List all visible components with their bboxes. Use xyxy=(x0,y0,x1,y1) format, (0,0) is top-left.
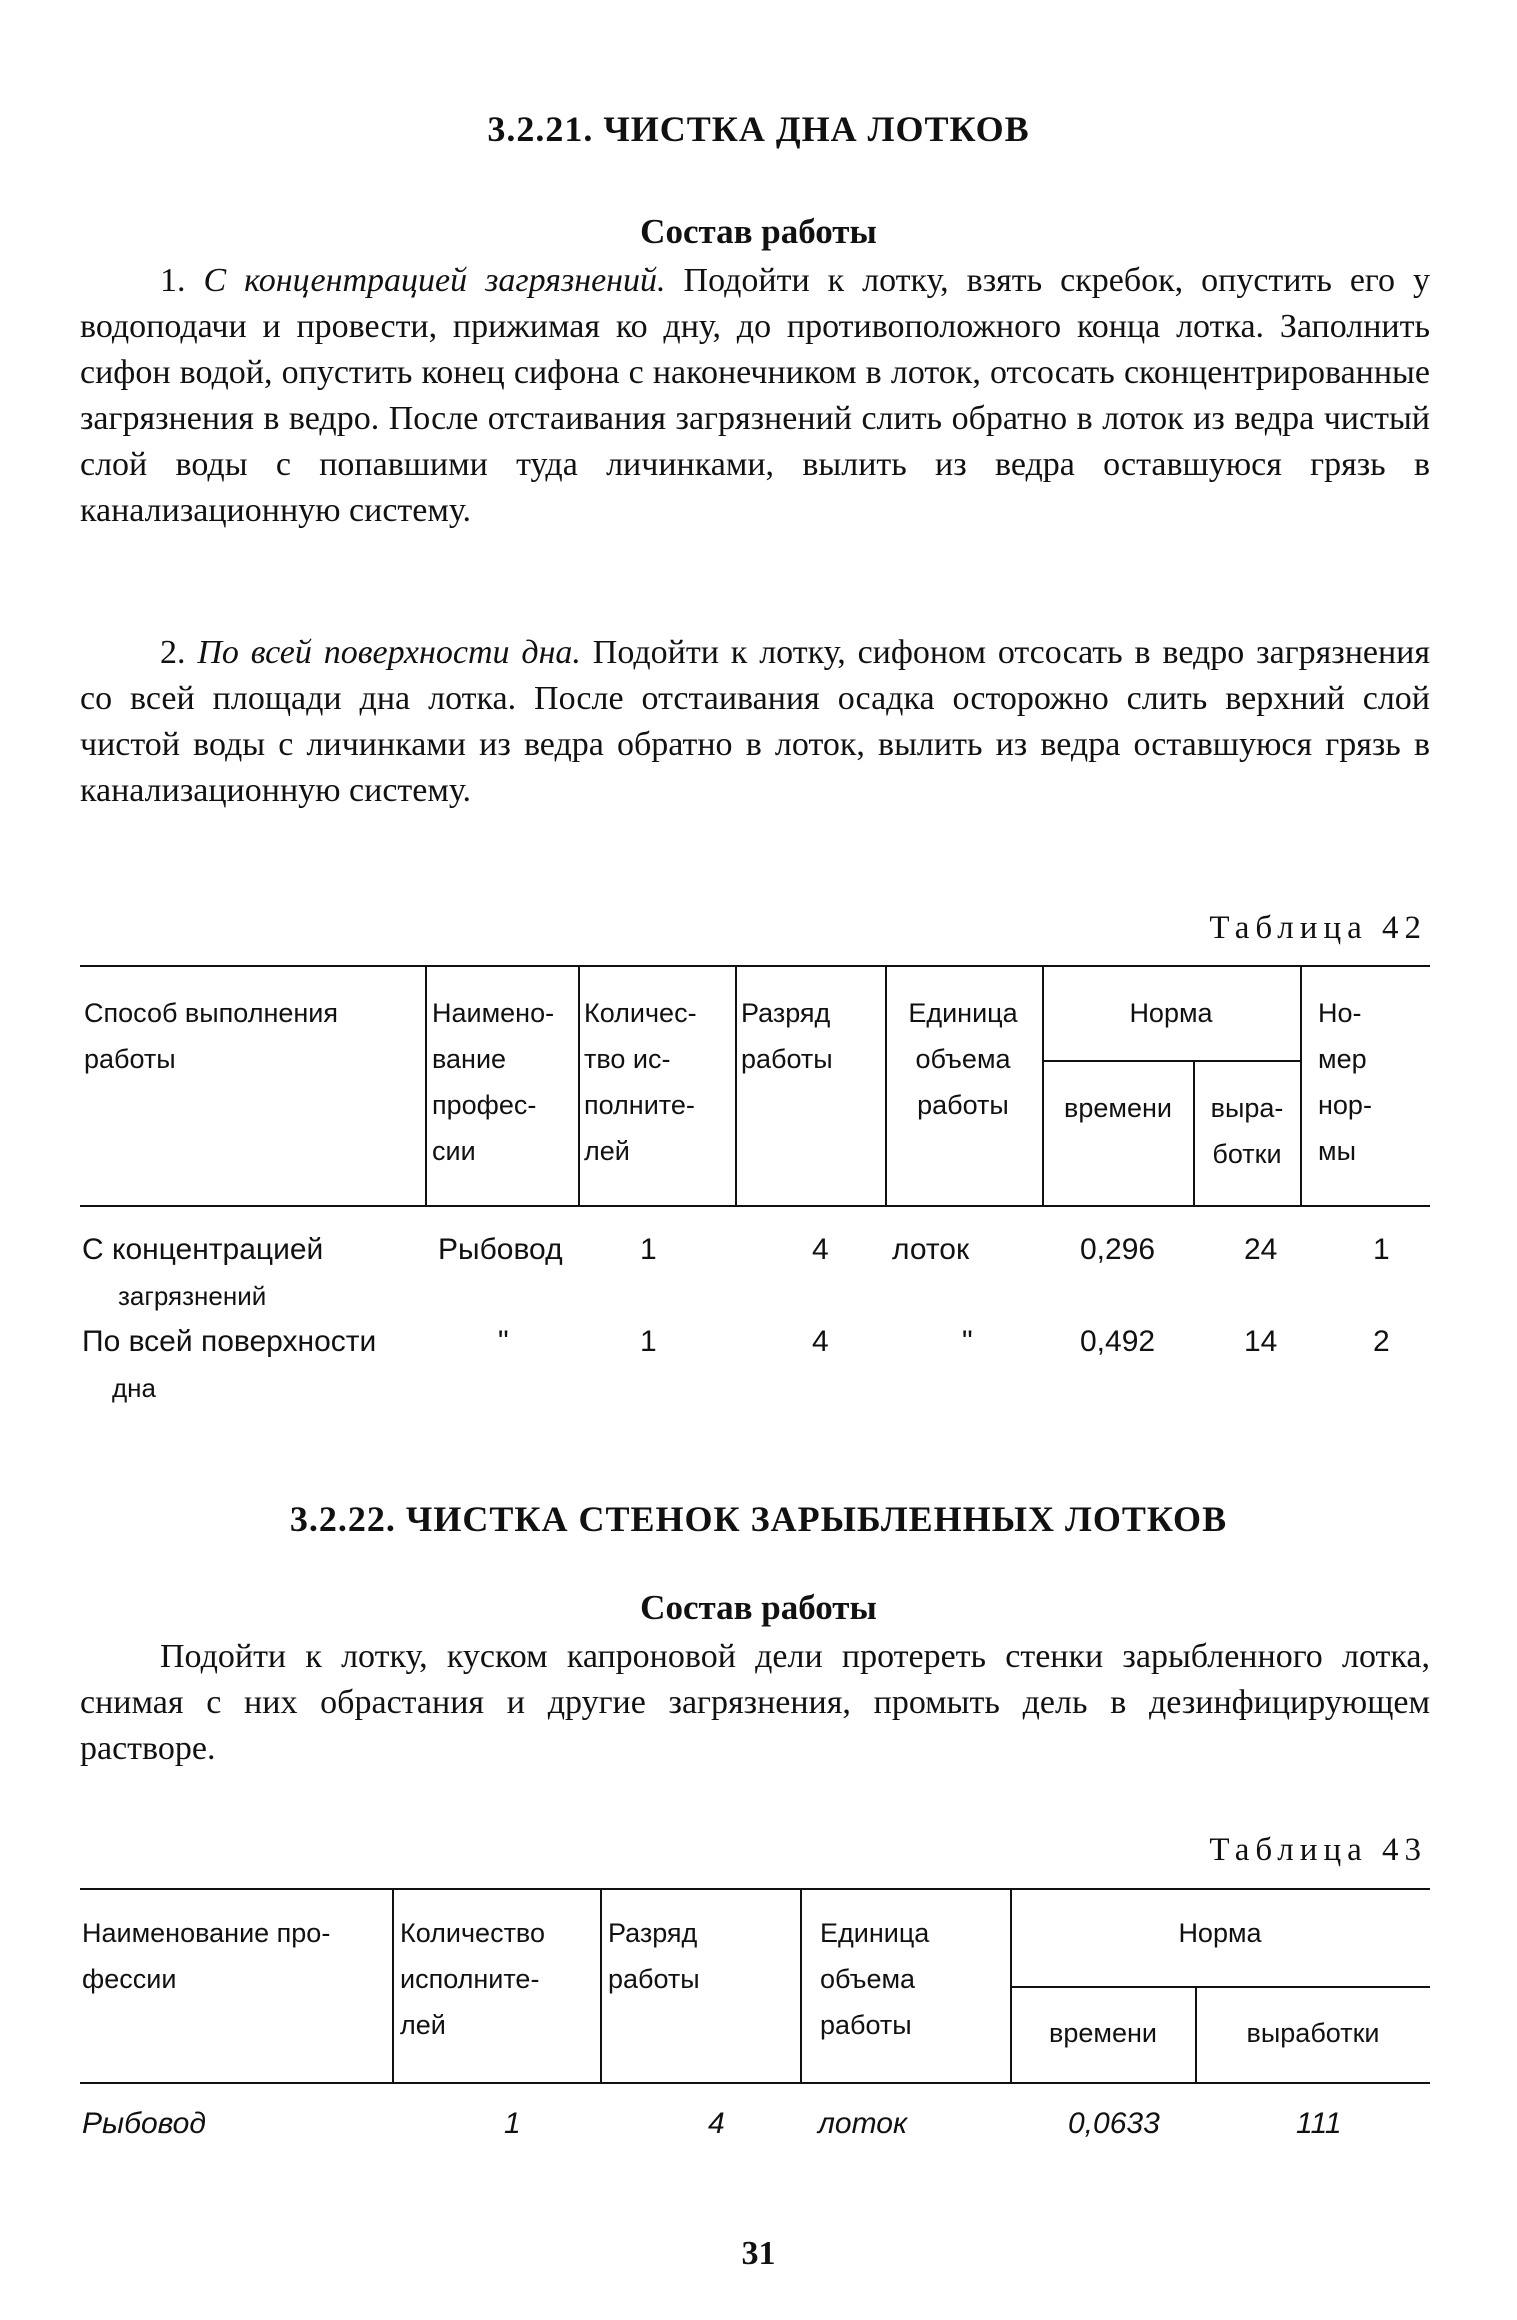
col-divider xyxy=(425,965,427,1205)
table-row-2-profession: " xyxy=(498,1325,509,1358)
col-divider xyxy=(600,1888,602,2082)
table-row-1-method: С концентрацией xyxy=(82,1233,324,1266)
table-row-1-output: 24 xyxy=(1244,1233,1278,1266)
table-row-2-grade: 4 xyxy=(812,1325,829,1358)
table-row-1-grade: 4 xyxy=(812,1233,829,1266)
section-title: 3.2.22. ЧИСТКА СТЕНОК ЗАРЫБЛЕННЫХ ЛОТКОВ xyxy=(289,1499,1228,1539)
col-divider xyxy=(578,965,580,1205)
header-norm: Норма xyxy=(1129,998,1213,1028)
table-border-top xyxy=(80,965,1430,967)
col-divider xyxy=(1300,965,1302,1205)
table-header-bottom xyxy=(80,1205,1430,1207)
header-unit: Единица объема работы xyxy=(820,1918,930,2040)
table-row-output: 111 xyxy=(1296,2107,1342,2140)
table-row-2-method-cont: дна xyxy=(112,1373,156,1403)
header-norm: Норма xyxy=(1178,1918,1262,1948)
col-divider xyxy=(800,1888,802,2082)
table-row-2-unit: " xyxy=(962,1325,973,1358)
header-grade: Разряд работы xyxy=(608,1918,700,1994)
section-subtitle: Состав работы xyxy=(640,212,877,251)
table-row-unit: лоток xyxy=(818,2107,908,2140)
header-grade: Разряд работы xyxy=(741,998,833,1074)
header-norm-number: Но- мер нор- мы xyxy=(1318,998,1372,1166)
table-row-1-norm-number: 1 xyxy=(1373,1233,1390,1266)
header-profession: Наимено- вание профес- сии xyxy=(432,998,555,1166)
header-unit: Единица объема работы xyxy=(908,998,1018,1120)
table-border-top xyxy=(80,1888,1430,1890)
work-item-2: 2. По всей поверхности дна. Подойти к лотку, сифоном отсосать в ведро загрязнения со всей площади дна лотка. После отстаивания осадка осторожно слить верхний слой чистой воды с личинками из ведра обратно в лоток, вылить из ведра оставшуюся грязь в канализационную систему. xyxy=(80,634,1431,809)
header-profession: Наименование про- фессии xyxy=(82,1918,331,1994)
header-time: времени xyxy=(1064,1093,1172,1123)
col-divider xyxy=(392,1888,394,2082)
table-row-1-profession: Рыбовод xyxy=(438,1233,563,1266)
table-row-2-output: 14 xyxy=(1244,1325,1278,1358)
section-title: 3.2.21. ЧИСТКА ДНА ЛОТКОВ xyxy=(487,109,1030,149)
norm-divider xyxy=(1010,1986,1430,1988)
page-number: 31 xyxy=(741,2235,776,2272)
header-count: Количес- тво ис- полните- лей xyxy=(584,998,697,1166)
item-2-heading: По всей поверхности дна. xyxy=(197,634,581,671)
table-row-time: 0,0633 xyxy=(1068,2107,1160,2140)
section-subtitle: Состав работы xyxy=(640,1588,877,1627)
header-time: времени xyxy=(1049,2018,1157,2048)
table-43-caption: Таблица 43 xyxy=(1209,1832,1427,1868)
table-row-2-count: 1 xyxy=(640,1325,657,1358)
work-description: Подойти к лотку, куском капроновой дели протереть стенки зарыбленного лотка, снимая с них обрастания и другие загрязнения, промыть дель в дезинфицирующем растворе. xyxy=(80,1638,1430,1767)
table-row-1-method-cont: загрязнений xyxy=(118,1281,267,1311)
norm-divider xyxy=(1042,1060,1300,1062)
table-row-2-norm-number: 2 xyxy=(1373,1325,1390,1358)
table-42-caption: Таблица 42 xyxy=(1209,910,1427,946)
table-row-2-time: 0,492 xyxy=(1080,1325,1156,1358)
header-method: Способ выполнения работы xyxy=(84,998,339,1074)
item-1-heading: С концентрацией загрязнений. xyxy=(203,262,666,299)
header-output: выра- ботки xyxy=(1210,1093,1284,1169)
table-header-bottom xyxy=(80,2082,1430,2084)
table-row-1-count: 1 xyxy=(640,1233,657,1266)
header-output: выработки xyxy=(1246,2018,1380,2048)
table-row-1-unit: лоток xyxy=(892,1233,970,1266)
table-row-profession: Рыбовод xyxy=(82,2107,206,2140)
table-row-grade: 4 xyxy=(708,2107,725,2140)
header-count: Количество исполните- лей xyxy=(400,1918,545,2040)
col-divider xyxy=(735,965,737,1205)
table-row-count: 1 xyxy=(504,2107,521,2140)
work-item-1: 1. С концентрацией загрязнений. Подойти к лотку, взять скребок, опустить его у водоподачи и провести, прижимая ко дну, до противоположного конца лотка. Заполнить сифон водой, опустить конец сифона с наконечником в лоток, отсосать сконцентрированные загрязнения в ведро. После отстаивания загрязнений слить обратно в лоток из ведра чистый слой воды с попавшими туда личинками, вылить из ведра оставшуюся грязь в канализационную систему. xyxy=(80,262,1430,529)
table-row-1-time: 0,296 xyxy=(1080,1233,1156,1266)
table-row-2-method: По всей поверхности xyxy=(82,1325,377,1358)
